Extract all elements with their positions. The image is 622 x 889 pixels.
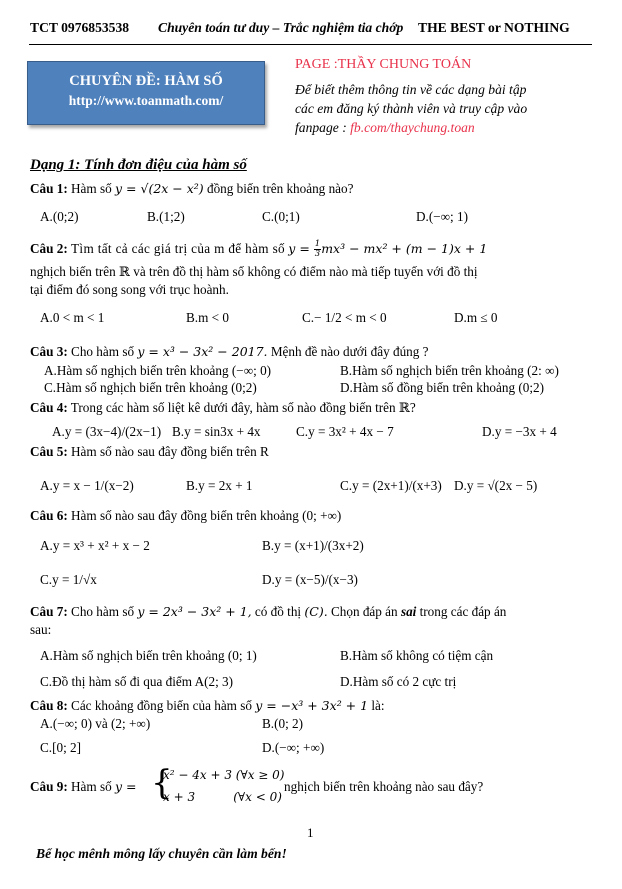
- site-url[interactable]: http://www.toanmath.com/: [68, 93, 224, 108]
- q5-option-c[interactable]: C.y = (2x+1)/(x+3): [340, 478, 442, 493]
- header-slogan: Chuyên toán tư duy – Trắc nghiệm tia chớp: [158, 20, 404, 35]
- fanpage-link[interactable]: fb.com/thaychung.toan: [350, 120, 475, 135]
- q3-pre: Cho hàm số: [71, 344, 135, 359]
- q9-case-1: x² − 4x + 3 (∀x ≥ 0): [163, 768, 285, 782]
- q7-emphasis: sai: [400, 604, 417, 619]
- q7-function: y = 2x³ − 3x² + 1,: [137, 604, 252, 619]
- q3-option-d[interactable]: D.Hàm số đồng biến trên khoảng (0;2): [340, 380, 545, 395]
- q7-post: trong các đáp án: [419, 604, 507, 619]
- header-motto: THE BEST or NOTHING: [418, 20, 570, 35]
- question-4: [30, 400, 416, 416]
- q4-text: Trong các hàm số liệt kê dưới đây, hàm số nào đồng biến trên ℝ?: [70, 400, 416, 415]
- q6-option-c[interactable]: C.y = 1/√x: [40, 572, 97, 587]
- q7-line-2: sau:: [30, 622, 52, 637]
- q7-option-c[interactable]: C.Đồ thị hàm số đi qua điểm A(2; 3): [40, 674, 234, 689]
- header-phone: TCT 0976853538: [30, 20, 130, 35]
- q1-post: đồng biến trên khoảng nào?: [206, 181, 354, 196]
- q1-label: Câu 1:: [30, 181, 68, 196]
- q4-label: Câu 4:: [30, 400, 68, 415]
- question-5: [30, 444, 269, 460]
- q2-function: y = $\frac{1}{3}$ mx³ − mx² + (m − 1)x + 1: [288, 239, 488, 259]
- q1-option-a[interactable]: A.(0;2): [40, 209, 79, 224]
- q1-option-c[interactable]: C.(0;1): [262, 209, 300, 224]
- q9-brace: {: [151, 763, 173, 803]
- footer-motto: Bể học mênh mông lấy chuyên cần làm bến!: [36, 846, 287, 861]
- q8-function: y = −x³ + 3x² + 1: [255, 698, 369, 713]
- q1-pre: Hàm số: [71, 181, 112, 196]
- q8-label: Câu 8:: [30, 698, 68, 713]
- q5-option-a[interactable]: A.y = x − 1/(x−2): [40, 478, 134, 493]
- promo-line-3: [295, 120, 475, 136]
- q4-option-d[interactable]: D.y = −3x + 4: [482, 424, 557, 439]
- q6-label: Câu 6:: [30, 508, 68, 523]
- q2-line-3: tại điểm đó song song với trục hoành.: [30, 282, 229, 297]
- q2-option-a[interactable]: A.0 < m < 1: [40, 310, 105, 325]
- question-9: [30, 779, 137, 795]
- q8-option-d[interactable]: D.(−∞; +∞): [262, 740, 325, 755]
- q5-label: Câu 5:: [30, 444, 68, 459]
- q7-option-b[interactable]: B.Hàm số không có tiệm cận: [340, 648, 494, 663]
- q8-pre: Các khoảng đồng biến của hàm số: [71, 698, 252, 713]
- q2-pre: Tìm tất cả các giá trị của m để hàm số: [71, 241, 285, 256]
- topic-title: CHUYÊN ĐỀ: HÀM SỐ: [69, 73, 223, 89]
- q8-post: là:: [371, 698, 385, 713]
- q7-mid: có đồ thị: [254, 604, 302, 619]
- question-1: [30, 181, 353, 197]
- q2-label: Câu 2:: [30, 241, 68, 256]
- q9-case-2: x + 3 (∀x < 0): [163, 790, 282, 804]
- q4-option-c[interactable]: C.y = 3x² + 4x − 7: [296, 424, 394, 439]
- q9-post: nghịch biến trên khoảng nào sau đây?: [284, 779, 484, 794]
- q7-option-d[interactable]: D.Hàm số có 2 cực trị: [340, 674, 457, 689]
- q5-option-d[interactable]: D.y = √(2x − 5): [454, 478, 538, 493]
- q2-option-d[interactable]: D.m ≤ 0: [454, 310, 498, 325]
- q6-text: Hàm số nào sau đây đồng biến trên khoảng (0; +∞): [71, 508, 342, 523]
- q2-line-2: nghịch biến trên ℝ và trên đồ thị hàm số không có điểm nào mà tiếp tuyến với đồ thị: [30, 264, 478, 279]
- q7-pre: Cho hàm số: [71, 604, 135, 619]
- q8-option-c[interactable]: C.[0; 2]: [40, 740, 82, 755]
- q7-graph: (C).: [304, 604, 328, 619]
- q3-function: y = x³ − 3x² − 2017.: [137, 344, 268, 359]
- q9-pre: Hàm số: [71, 779, 112, 794]
- q1-function: y = √(2x − x²): [115, 181, 204, 196]
- question-6: [30, 508, 341, 524]
- q1-option-b[interactable]: B.(1;2): [147, 209, 185, 224]
- question-3: [30, 344, 429, 360]
- q3-option-b[interactable]: B.Hàm số nghịch biến trên khoảng (2: ∞): [340, 363, 559, 378]
- q2-option-c[interactable]: C.− 1/2 < m < 0: [302, 310, 387, 325]
- question-7: [30, 604, 506, 620]
- promo-prefix: fanpage :: [295, 120, 351, 135]
- q1-option-d[interactable]: D.(−∞; 1): [416, 209, 468, 224]
- q6-option-d[interactable]: D.y = (x−5)/(x−3): [262, 572, 358, 587]
- section-title: Dạng 1: Tính đơn điệu của hàm số: [30, 157, 247, 173]
- q3-post: Mệnh đề nào dưới đây đúng ?: [270, 344, 429, 359]
- q2-option-b[interactable]: B.m < 0: [186, 310, 229, 325]
- q4-option-b[interactable]: B.y = sin3x + 4x: [172, 424, 261, 439]
- q8-option-a[interactable]: A.(−∞; 0) và (2; +∞): [40, 716, 151, 731]
- q4-option-a[interactable]: A.y = (3x−4)/(2x−1): [52, 424, 162, 439]
- question-8: [30, 698, 385, 714]
- q3-label: Câu 3:: [30, 344, 68, 359]
- q8-option-b[interactable]: B.(0; 2): [262, 716, 304, 731]
- q5-text: Hàm số nào sau đây đồng biến trên R: [71, 444, 269, 459]
- promo-line-2: các em đăng ký thành viên và truy cập vào: [295, 101, 528, 116]
- page-number: 1: [307, 825, 314, 840]
- question-2: [30, 240, 487, 259]
- q7-mid2: Chọn đáp án: [330, 604, 398, 619]
- q7-label: Câu 7:: [30, 604, 68, 619]
- q5-option-b[interactable]: B.y = 2x + 1: [186, 478, 253, 493]
- q9-label: Câu 9:: [30, 779, 68, 794]
- header-rule: [29, 44, 592, 45]
- page-title: PAGE :THẦY CHUNG TOÁN: [295, 57, 472, 72]
- q6-option-a[interactable]: A.y = x³ + x² + x − 2: [40, 538, 150, 553]
- promo-line-1: Để biết thêm thông tin về các dạng bài tập: [295, 82, 527, 97]
- q6-option-b[interactable]: B.y = (x+1)/(3x+2): [262, 538, 364, 553]
- topic-banner: [27, 61, 265, 125]
- q3-option-a[interactable]: A.Hàm số nghịch biến trên khoảng (−∞; 0): [44, 363, 272, 378]
- q9-y: y =: [115, 779, 137, 794]
- q3-option-c[interactable]: C.Hàm số nghịch biến trên khoảng (0;2): [44, 380, 257, 395]
- q7-option-a[interactable]: A.Hàm số nghịch biến trên khoảng (0; 1): [40, 648, 257, 663]
